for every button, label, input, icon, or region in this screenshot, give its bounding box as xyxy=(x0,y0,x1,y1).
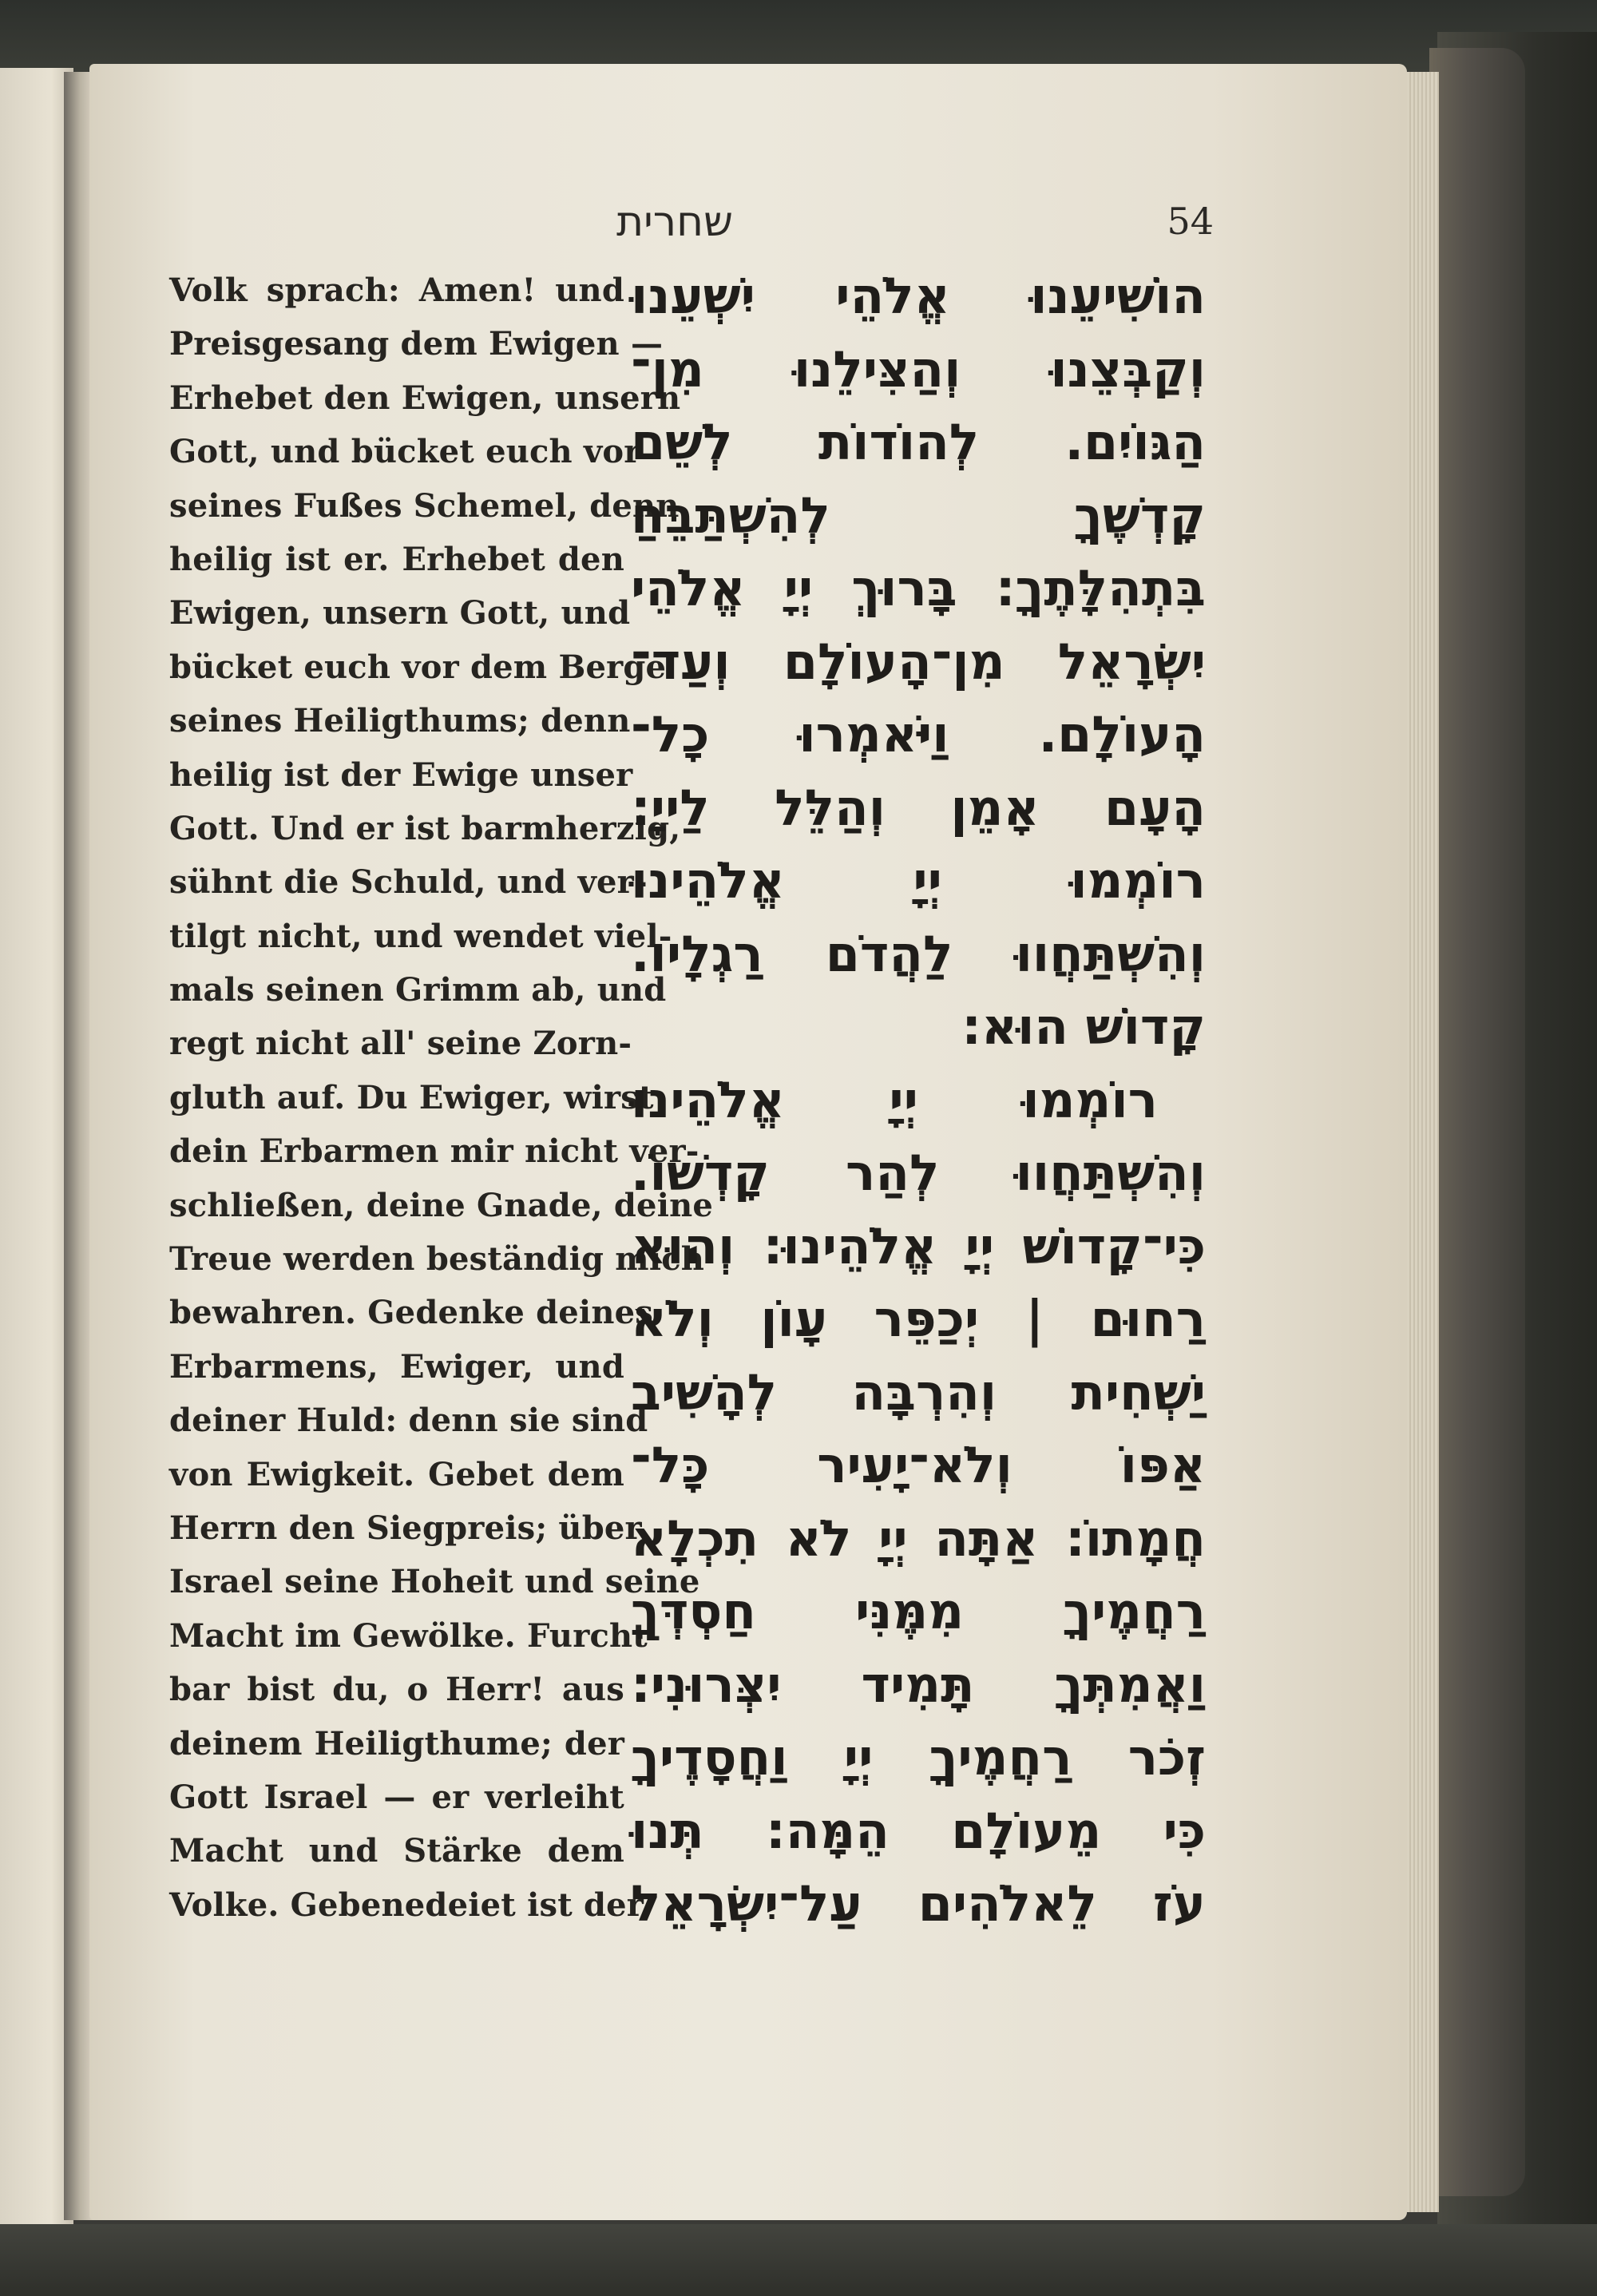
german-line: Preisgesang dem Ewigen — xyxy=(169,325,664,363)
german-line: Gott, und bücket euch vor xyxy=(169,433,641,471)
hebrew-line: יַשְׁחִית וְהִרְבָּה לְהָשִׁיב xyxy=(631,1362,1206,1422)
german-line: gluth auf. Du Ewiger, wirst xyxy=(169,1078,654,1116)
book-board-edge xyxy=(1429,48,1525,2196)
hebrew-line: רוֹמְמוּ יְיָ אֱלֹהֵינוּ xyxy=(631,1070,1158,1129)
hebrew-line: רוֹמְמוּ יְיָ אֱלֹהֵינוּ xyxy=(631,851,1206,910)
hebrew-line: וְהִשְׁתַּחֲווּ לְהַר קָדְשׁוֹ. xyxy=(631,1144,1206,1202)
german-line: Israel seine Hoheit und seine xyxy=(169,1563,700,1601)
running-title: שחרית xyxy=(616,198,733,246)
hebrew-line: רַחוּם | יְכַפֵּר עָוֹן וְלֹא xyxy=(631,1290,1206,1348)
german-line: schließen, deine Gnade, deine xyxy=(169,1186,714,1224)
german-line: heilig ist er. Erhebet den xyxy=(169,540,624,578)
page-number: 54 xyxy=(1167,200,1214,243)
german-line: Ewigen, unsern Gott, und xyxy=(169,594,631,632)
german-line: tilgt nicht, und wendet viel- xyxy=(169,917,672,955)
hebrew-line: בִּתְהִלָּתֶךָ: בָּרוּךְ יְיָ אֱלֹהֵי xyxy=(631,559,1206,617)
hebrew-text-column xyxy=(631,260,1206,1941)
page-block-edge xyxy=(1407,72,1439,2212)
hebrew-line: קָדְשֶׁךָ לְהִשְׁתַּבֵּחַ xyxy=(631,486,1206,545)
german-line: seines Heiligthums; denn xyxy=(169,702,631,740)
hebrew-line: קָדוֹשׁ הוּא: xyxy=(961,997,1206,1056)
german-line: Macht im Gewölke. Furcht- xyxy=(169,1616,661,1655)
hebrew-line: אַפּוֹ וְלֹא־יָעִיר כָּל־ xyxy=(631,1436,1206,1494)
german-line: Volk sprach: Amen! und xyxy=(169,272,624,309)
german-line: bewahren. Gedenke deines xyxy=(169,1294,653,1332)
hebrew-line: רַחֲמֶיךָ מִמֶּנִּי חַסְדְּךָ xyxy=(631,1582,1206,1640)
hebrew-line: עֹז לֵאלֹהִים עַל־יִשְׂרָאֵל xyxy=(631,1874,1206,1933)
german-line: sühnt die Schuld, und ver- xyxy=(169,863,648,902)
german-line: Macht und Stärke dem xyxy=(169,1832,624,1870)
german-line: Volke. Gebenedeiet ist der xyxy=(169,1886,644,1924)
hebrew-line: זְכֹר רַחֲמֶיךָ יְיָ וַחֲסָדֶיךָ xyxy=(631,1728,1206,1786)
german-line: Herrn den Siegpreis; über xyxy=(169,1509,642,1547)
hebrew-line: וְהִשְׁתַּחֲווּ לַהֲדֹם רַגְלָיו. xyxy=(631,924,1206,983)
german-line: regt nicht all' seine Zorn- xyxy=(169,1025,632,1063)
german-line: von Ewigkeit. Gebet dem xyxy=(169,1455,624,1493)
hebrew-line: וְקַבְּצֵנוּ וְהַצִּילֵנוּ מִן־ xyxy=(631,339,1206,399)
book-cover-top xyxy=(0,0,1597,72)
german-line: mals seinen Grimm ab, und xyxy=(169,971,667,1009)
german-line: deiner Huld: denn sie sind xyxy=(169,1402,648,1440)
german-line: bücket euch vor dem Berge xyxy=(169,648,667,686)
hebrew-line: הָעָם אָמֵן וְהַלֵּל לַייָ: xyxy=(631,778,1206,837)
hebrew-line: כִּי־קָדוֹשׁ יְיָ אֱלֹהֵינוּ: וְהוּא xyxy=(631,1216,1206,1275)
hebrew-line: יִשְׂרָאֵל מִן־הָעוֹלָם וְעַד־ xyxy=(631,632,1206,691)
german-line: dein Erbarmen mir nicht ver- xyxy=(169,1132,699,1171)
hebrew-line: הָעוֹלָם. וַיֹּאמְרוּ כָל־ xyxy=(631,705,1206,763)
german-line: Treue werden beständig mich xyxy=(169,1240,705,1279)
hebrew-line: הוֹשִׁיעֵנוּ אֱלֹהֵי יִשְׁעֵנוּ xyxy=(631,267,1206,325)
german-line: deinem Heiligthume; der xyxy=(169,1724,624,1763)
german-line: heilig ist der Ewige unser xyxy=(169,755,633,794)
german-line: Gott Israel — er verleiht xyxy=(169,1778,624,1816)
german-line: Erbarmens, Ewiger, und xyxy=(169,1347,624,1386)
facing-page-edge xyxy=(0,68,73,2224)
hebrew-line: הַגּוֹיִם. לְהוֹדוֹת לְשֵׁם xyxy=(631,413,1206,471)
hebrew-line: כִּי מֵעוֹלָם הֵמָּה: תְּנוּ xyxy=(631,1801,1206,1860)
german-line: Erhebet den Ewigen, unsern xyxy=(169,379,681,417)
hebrew-line: וַאֲמִתְּךָ תָּמִיד יִצְּרוּנִי: xyxy=(631,1655,1206,1714)
german-line: seines Fußes Schemel, denn xyxy=(169,486,680,525)
german-line: Gott. Und er ist barmherzig, xyxy=(169,809,681,847)
hebrew-line: חֲמָתוֹ: אַתָּה יְיָ לֹא תִכְלָא xyxy=(631,1509,1206,1568)
book-cover-bottom xyxy=(0,2224,1597,2296)
german-translation-column xyxy=(169,264,714,1932)
german-line: bar bist du, o Herr! aus xyxy=(169,1671,624,1709)
